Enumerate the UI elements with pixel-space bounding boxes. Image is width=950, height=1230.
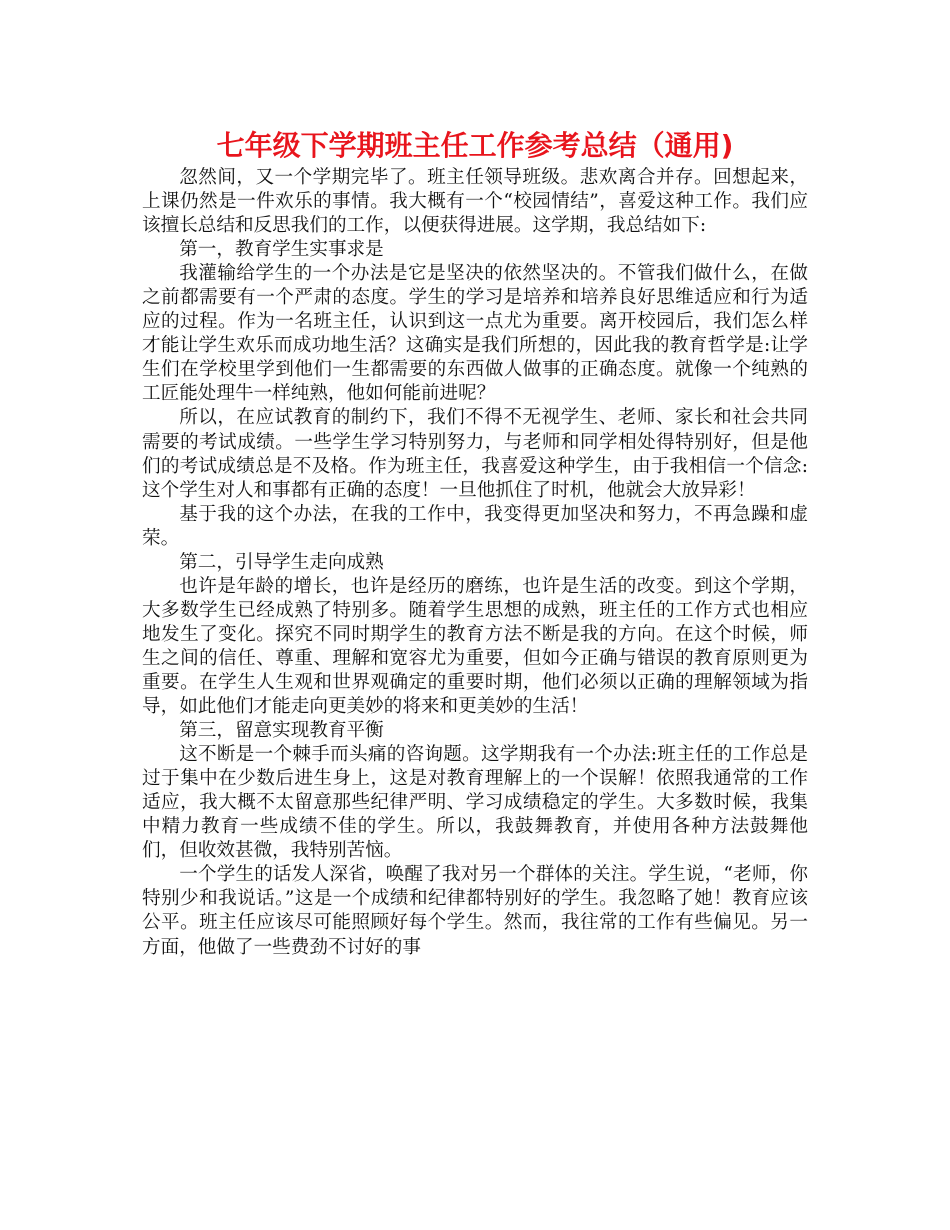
paragraph: 基于我的这个办法，在我的工作中，我变得更加坚决和努力，不再急躁和虚荣。 xyxy=(142,503,808,549)
paragraph: 也许是年龄的增长，也许是经历的磨练，也许是生活的改变。到这个学期，大多数学生已经成熟了特别多。随着学生思想的成熟，班主任的工作方式也相应地发生了变化。探究不同时期学生的教育方法不断是我的方向。在这个时候，师生之间的信任、尊重、理解和宽容尤为重要，但如今正确与错误的教育原则更为重要。在学生人生观和世界观确定的重要时期，他们必须以正确的理解领域为指导，如此他们才能走向更美妙的将来和更美妙的生活！ xyxy=(142,575,808,718)
section-heading-1: 第一，教育学生实事求是 xyxy=(179,239,384,261)
section-heading-2: 第二，引导学生走向成熟 xyxy=(179,551,384,573)
document-title: 七年级下学期班主任工作参考总结（通用) xyxy=(216,129,734,162)
paragraph: 一个学生的话发人深省，唤醒了我对另一个群体的关注。学生说，“老师，你特别少和我说话。”这是一个成绩和纪律都特别好的学生。我忽略了她！教育应该公平。班主任应该尽可能照顾好每个学生。然而，我往常的工作有些偏见。另一方面，他做了一些费劲不讨好的事 xyxy=(142,864,808,958)
paragraph: 我灌输给学生的一个办法是它是坚决的依然坚决的。不管我们做什么，在做之前都需要有一个严肃的态度。学生的学习是培养和培养良好思维适应和行为适应的过程。作为一名班主任，认识到这一点尤为重要。离开校园后，我们怎么样才能让学生欢乐而成功地生活？这确实是我们所想的，因此我的教育哲学是:让学生们在学校里学到他们一生都需要的东西做人做事的正确态度。就像一个纯熟的工匠能处理牛一样纯熟，他如何能前进呢？ xyxy=(142,263,808,405)
paragraph: 这不断是一个棘手而头痛的咨询题。这学期我有一个办法:班主任的工作总是过于集中在少数后进生身上，这是对教育理解上的一个误解！依照我通常的工作适应，我大概不太留意那些纪律严明、学习成绩稳定的学生。大多数时候，我集中精力教育一些成绩不佳的学生。所以，我鼓舞教育，并使用各种方法鼓舞他们，但收效甚微，我特别苦恼。 xyxy=(142,744,808,862)
section-heading-3: 第三，留意实现教育平衡 xyxy=(179,720,384,742)
paragraph: 所以，在应试教育的制约下，我们不得不无视学生、老师、家长和社会共同需要的考试成绩。一些学生学习特别努力，与老师和同学相处得特别好，但是他们的考试成绩总是不及格。作为班主任，我喜爱这种学生，由于我相信一个信念:这个学生对人和事都有正确的态度！一旦他抓住了时机，他就会大放异彩！ xyxy=(142,407,808,501)
document-body xyxy=(142,166,808,960)
paragraph-intro: 忽然间，又一个学期完毕了。班主任领导班级。悲欢离合并存。回想起来，上课仍然是一件欢乐的事情。我大概有一个“校园情结”，喜爱这种工作。我们应该擅长总结和反思我们的工作，以便获得进展。这学期，我总结如下: xyxy=(142,167,808,237)
